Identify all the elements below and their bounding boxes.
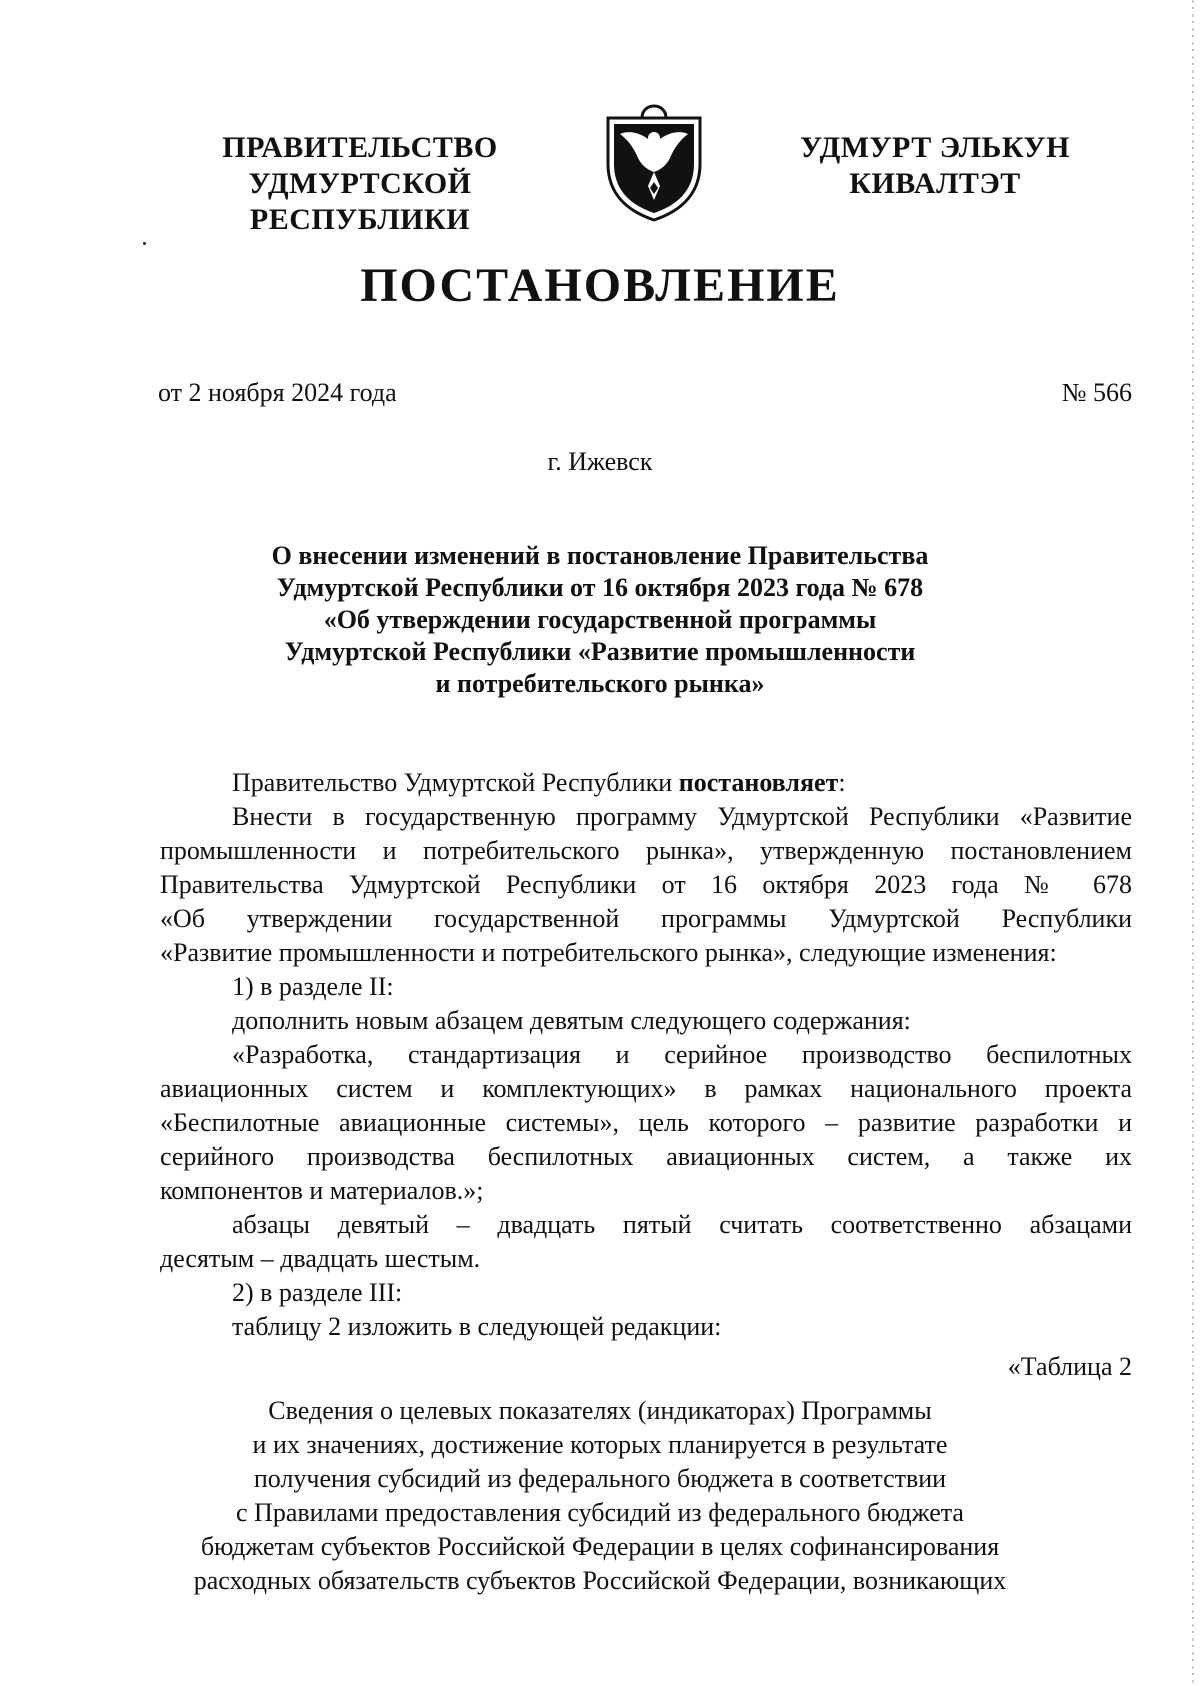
intro-paragraph — [160, 766, 1132, 800]
item-1: 1) в разделе II: — [232, 972, 394, 1001]
gov-left-line2: УДМУРТСКОЙ РЕСПУБЛИКИ — [248, 167, 472, 236]
quote-line: серийного производства беспилотных авиационных систем, а также их — [160, 1142, 1132, 1171]
subject-line: О внесении изменений в постановление Правительства — [271, 541, 929, 570]
document-title: ПОСТАНОВЛЕНИЕ — [360, 259, 840, 312]
government-name-russian — [140, 130, 580, 238]
document-number: № 566 — [1061, 378, 1132, 407]
caption-line: и их значениях, достижение которых планируется в результате — [252, 1430, 948, 1459]
quote-line: «Беспилотные авиационные системы», цель которого – развитие разработки и — [160, 1108, 1132, 1137]
intro-text: Правительство Удмуртской Республики — [232, 768, 679, 797]
government-name-udmurt — [775, 130, 1095, 202]
paragraph-line: промышленности и потребительского рынка», утвержденную постановлением — [160, 836, 1132, 865]
caption-line: расходных обязательств субъектов Российской Федерации, возникающих — [193, 1566, 1007, 1595]
table-caption — [0, 1394, 1200, 1598]
caption-line: с Правилами предоставления субсидий из федерального бюджета — [236, 1498, 964, 1527]
caption-line: получения субсидий из федерального бюджета в соответствии — [253, 1464, 947, 1493]
renumber-line: десятым – двадцать шестым. — [160, 1244, 481, 1273]
paragraph-line: «Развитие промышленности и потребительского рынка», следующие изменения: — [160, 938, 1057, 967]
gov-right-line2: КИВАЛТЭТ — [849, 167, 1021, 200]
document-body — [160, 766, 1132, 1384]
caption-line: бюджетам субъектов Российской Федерации в целях софинансирования — [200, 1532, 1000, 1561]
item-2: 2) в разделе III: — [232, 1278, 403, 1307]
gov-left-line1: ПРАВИТЕЛЬСТВО — [222, 131, 498, 164]
intro-bold: постановляет — [678, 768, 839, 797]
scan-speck — [143, 242, 146, 245]
item-1-text: дополнить новым абзацем девятым следующего содержания: — [232, 1006, 911, 1035]
caption-line: Сведения о целевых показателях (индикаторах) Программы — [268, 1396, 932, 1425]
paragraph-line: Правительства Удмуртской Республики от 16 октября 2023 года № 678 — [160, 870, 1132, 899]
subject-line: и потребительского рынка» — [435, 669, 765, 698]
paragraph-line: Внести в государственную программу Удмуртской Республики «Развитие — [232, 802, 1132, 831]
quote-line: компонентов и материалов.»; — [160, 1176, 484, 1205]
document-date: от 2 ноября 2024 года — [158, 378, 397, 407]
table-label: «Таблица 2 — [1007, 1352, 1132, 1381]
gov-right-line1: УДМУРТ ЭЛЬКУН — [800, 131, 1070, 164]
subject-line: Удмуртской Республики от 16 октября 2023 года № 678 — [276, 573, 924, 602]
paragraph-line: «Об утверждении государственной программы Удмуртской Республики — [160, 904, 1132, 933]
document-subject — [0, 540, 1200, 700]
coat-of-arms-icon — [598, 104, 710, 222]
subject-line: «Об утверждении государственной программы — [323, 605, 877, 634]
subject-line: Удмуртской Республики «Развитие промышленности — [284, 637, 916, 666]
intro-colon: : — [838, 768, 846, 797]
quote-line: авиационных систем и комплектующих» в рамках национального проекта — [160, 1074, 1132, 1103]
document-city: г. Ижевск — [547, 447, 653, 476]
item-2-text: таблицу 2 изложить в следующей редакции: — [232, 1312, 722, 1341]
quote-line: «Разработка, стандартизация и серийное производство беспилотных — [232, 1040, 1132, 1069]
renumber-line: абзацы девятый – двадцать пятый считать соответственно абзацами — [232, 1210, 1132, 1239]
